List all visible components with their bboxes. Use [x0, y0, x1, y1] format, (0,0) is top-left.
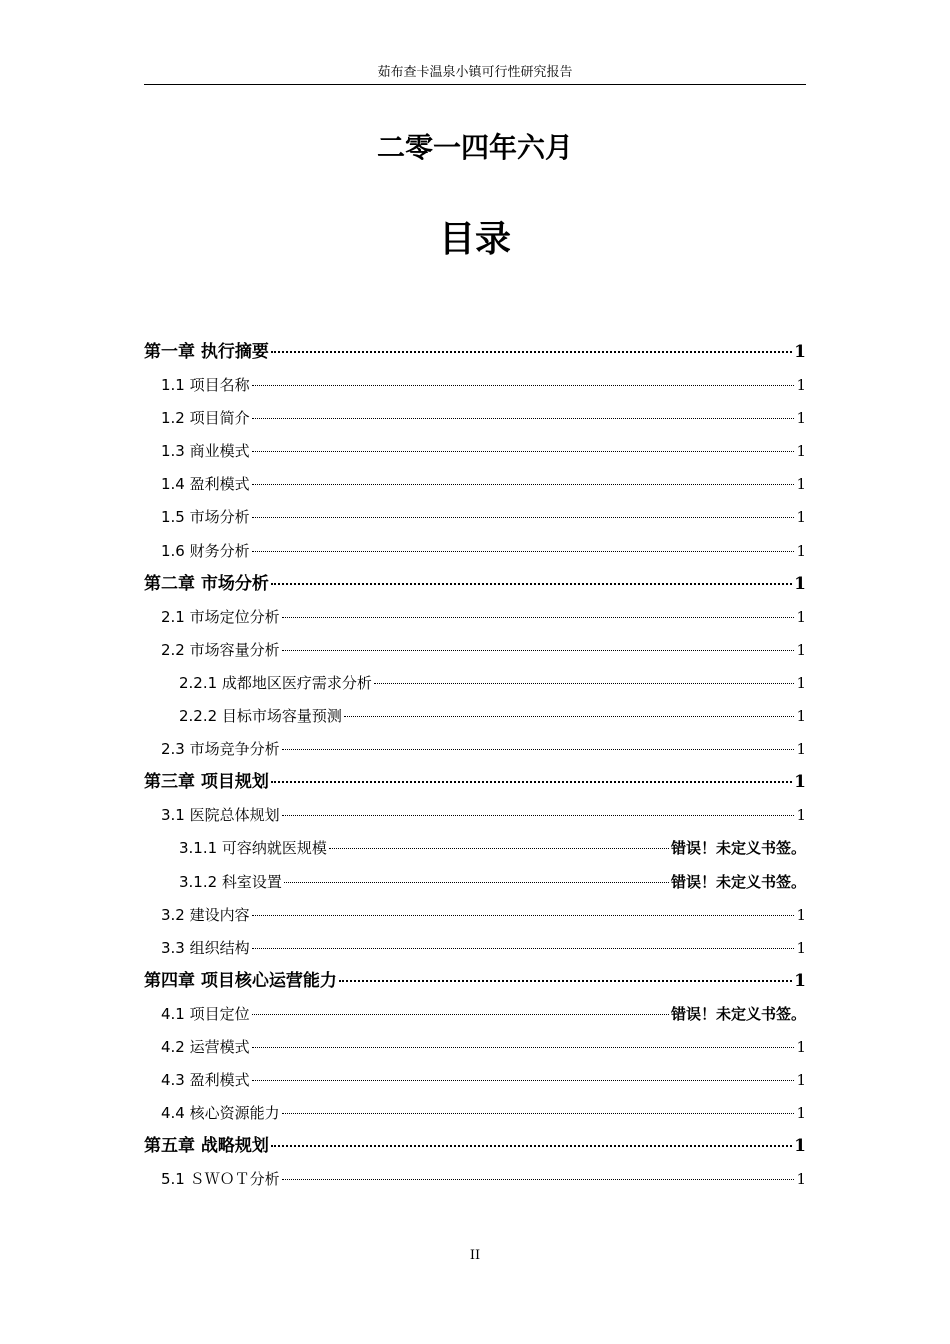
toc-entry-label: 3.1.2 科室设置 — [179, 872, 282, 891]
page-number: II — [469, 1248, 481, 1263]
toc-entry-label: 1.1 项目名称 — [161, 376, 250, 395]
toc-entry[interactable] — [144, 733, 806, 766]
toc-leader-dots — [344, 716, 795, 717]
toc-entry[interactable] — [144, 601, 806, 634]
toc-leader-dots — [252, 915, 795, 916]
toc-leader-dots — [284, 882, 669, 883]
toc-entry[interactable] — [144, 932, 806, 965]
toc-leader-dots — [252, 948, 795, 949]
toc-entry-label: 1.3 商业模式 — [161, 442, 250, 461]
toc-entry[interactable] — [144, 1163, 806, 1196]
toc-entry-label: 4.4 核心资源能力 — [161, 1104, 280, 1123]
toc-entry[interactable] — [144, 402, 806, 435]
toc-entry-label: 5.1 ＳＷＯＴ分析 — [161, 1170, 280, 1189]
toc-entry[interactable] — [144, 1130, 806, 1163]
toc-entry[interactable] — [144, 700, 806, 733]
toc-entry[interactable] — [144, 766, 806, 799]
toc-entry-label: 第一章 执行摘要 — [144, 342, 269, 362]
toc-entry[interactable] — [144, 998, 806, 1031]
toc-entry-page: 1 — [796, 673, 806, 692]
toc-leader-dots — [282, 749, 795, 750]
toc-entry-label: 4.3 盈利模式 — [161, 1071, 250, 1090]
toc-leader-dots — [329, 848, 669, 849]
toc-entry[interactable] — [144, 369, 806, 402]
toc-entry-label: 1.6 财务分析 — [161, 541, 250, 560]
toc-entry[interactable] — [144, 468, 806, 501]
toc-entry-page: 1 — [796, 1071, 806, 1090]
toc-entry-page: 1 — [796, 1104, 806, 1123]
toc-entry-page: 1 — [796, 409, 806, 428]
toc-entry[interactable] — [144, 799, 806, 832]
toc-entry-label: 3.1 医院总体规划 — [161, 806, 280, 825]
toc-entry-label: 2.2.1 成都地区医疗需求分析 — [179, 673, 372, 692]
toc-entry[interactable] — [144, 435, 806, 468]
toc-entry[interactable] — [144, 832, 806, 865]
toc-entry-page: 1 — [796, 707, 806, 726]
toc-leader-dots — [252, 551, 795, 552]
toc-entry-page: 1 — [796, 938, 806, 957]
toc-leader-dots — [282, 650, 795, 651]
toc-leader-dots — [282, 815, 795, 816]
toc-entry-page: 1 — [796, 806, 806, 825]
toc-entry-page: 1 — [796, 905, 806, 924]
toc-entry[interactable] — [144, 501, 806, 534]
toc-entry[interactable] — [144, 1064, 806, 1097]
toc-entry-label: 3.2 建设内容 — [161, 905, 250, 924]
toc-entry-label: 第二章 市场分析 — [144, 573, 269, 594]
toc-leader-dots — [252, 418, 795, 419]
toc-entry-label: 3.3 组织结构 — [161, 938, 250, 957]
toc-entry[interactable] — [144, 336, 806, 369]
toc-entry-page: 1 — [794, 342, 806, 362]
toc-title: 目录 — [438, 219, 511, 260]
toc-entry[interactable] — [144, 866, 806, 899]
toc-entry-page: 1 — [796, 475, 806, 494]
toc-entry-page: 1 — [796, 1037, 806, 1056]
toc-entry[interactable] — [144, 634, 806, 667]
toc-entry-label: 4.1 项目定位 — [161, 1004, 250, 1023]
toc-leader-dots — [252, 517, 795, 518]
toc-entry-label: 第三章 项目规划 — [144, 772, 269, 793]
toc-entry-page: 1 — [794, 573, 806, 594]
toc-entry-page: 1 — [794, 970, 806, 991]
toc-entry[interactable] — [144, 1031, 806, 1064]
toc-entry-page: 错误！未定义书签。 — [670, 1004, 806, 1023]
toc-leader-dots — [271, 351, 792, 353]
toc-leader-dots — [252, 484, 795, 485]
toc-entry-page: 错误！未定义书签。 — [670, 839, 806, 858]
running-header: 茹布查卡温泉小镇可行性研究报告 — [144, 62, 806, 85]
toc-leader-dots — [271, 583, 792, 585]
toc-leader-dots — [252, 1014, 669, 1015]
toc-leader-dots — [252, 385, 795, 386]
toc-entry-label: 1.4 盈利模式 — [161, 475, 250, 494]
toc-entry-page: 1 — [794, 772, 806, 793]
toc-leader-dots — [252, 451, 795, 452]
toc-entry-page: 1 — [796, 640, 806, 659]
toc-leader-dots — [282, 1113, 795, 1114]
toc-entry-page: 1 — [796, 442, 806, 461]
toc-leader-dots — [339, 980, 792, 982]
toc-entry-label: 2.1 市场定位分析 — [161, 607, 280, 626]
toc-entry-page: 1 — [796, 541, 806, 560]
toc-entry-label: 第四章 项目核心运营能力 — [144, 970, 337, 991]
toc-leader-dots — [252, 1080, 795, 1081]
toc-entry-label: 第五章 战略规划 — [144, 1136, 269, 1157]
toc-entry[interactable] — [144, 667, 806, 700]
toc-entry[interactable] — [144, 1097, 806, 1130]
toc-entry-label: 4.2 运营模式 — [161, 1037, 250, 1056]
toc-leader-dots — [282, 1179, 795, 1180]
toc-entry-page: 1 — [796, 740, 806, 759]
toc-entry[interactable] — [144, 899, 806, 932]
toc-entry-label: 2.2.2 目标市场容量预测 — [179, 707, 342, 726]
toc-leader-dots — [252, 1047, 795, 1048]
toc-entry-label: 1.5 市场分析 — [161, 508, 250, 527]
toc-entry-page: 1 — [796, 376, 806, 395]
toc-leader-dots — [374, 683, 795, 684]
toc-entry-page: 1 — [796, 1170, 806, 1189]
toc-entry-label: 3.1.1 可容纳就医规模 — [179, 839, 327, 858]
toc-leader-dots — [271, 781, 792, 783]
toc-entry-page: 1 — [794, 1136, 806, 1157]
report-date: 二零一四年六月 — [376, 131, 573, 164]
toc-entry-page: 1 — [796, 607, 806, 626]
toc-entry[interactable] — [144, 568, 806, 601]
toc-entry[interactable] — [144, 965, 806, 998]
toc-entry-label: 1.2 项目简介 — [161, 409, 250, 428]
toc-leader-dots — [282, 617, 795, 618]
toc-entry-label: 2.2 市场容量分析 — [161, 640, 280, 659]
toc-entry-label: 2.3 市场竞争分析 — [161, 740, 280, 759]
toc-entry[interactable] — [144, 535, 806, 568]
toc-entry-page: 错误！未定义书签。 — [670, 872, 806, 891]
toc-entry-page: 1 — [796, 508, 806, 527]
table-of-contents — [144, 336, 806, 1196]
toc-leader-dots — [271, 1145, 792, 1147]
